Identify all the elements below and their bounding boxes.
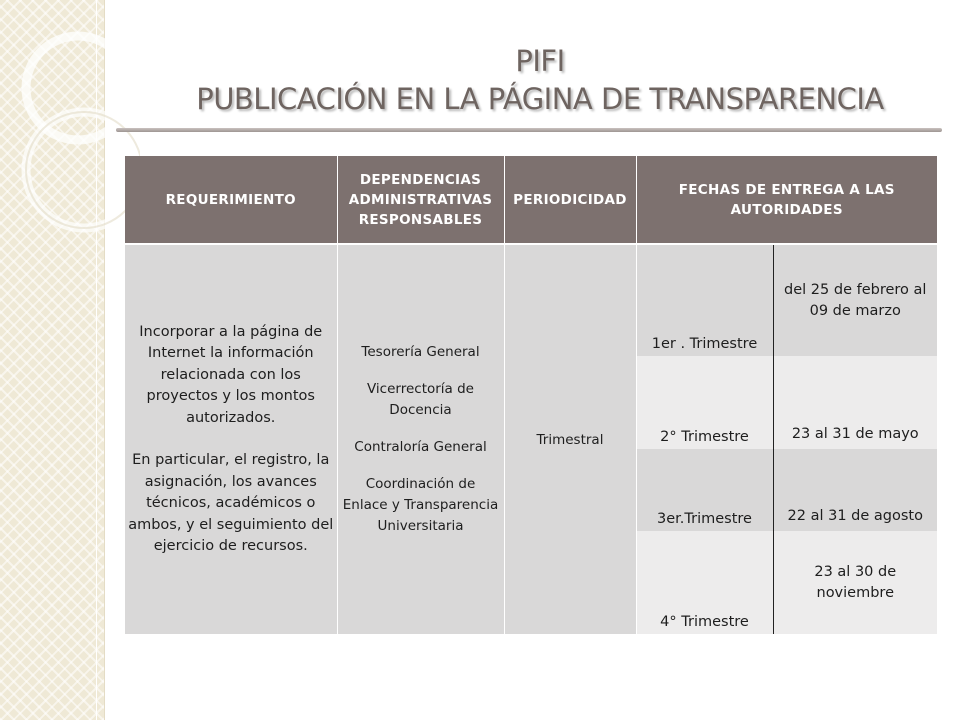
- fecha-cell: 23 al 30 de noviembre: [773, 531, 937, 634]
- header-requerimiento: REQUERIMIENTO: [125, 156, 337, 244]
- requerimiento-paragraph-1: Incorporar a la página de Internet la información relacionada con los proyectos y los montos autorizados.: [139, 323, 323, 426]
- table-header-row: [125, 156, 937, 244]
- title-line-1: PIFI: [515, 44, 565, 78]
- dependencia-item: Contraloría General: [354, 439, 487, 455]
- dependencia-item: Tesorería General: [361, 344, 480, 360]
- paragraph-gap: [342, 363, 500, 379]
- dependencia-item: Coordinación de Enlace y Transparencia Universitaria: [342, 476, 499, 534]
- header-periodicidad: PERIODICIDAD: [504, 156, 636, 244]
- requerimiento-cell: [125, 244, 337, 634]
- fecha-cell: 22 al 31 de agosto: [773, 449, 937, 531]
- title-underline: [116, 128, 942, 132]
- periodicidad-cell: Trimestral: [504, 244, 636, 634]
- fecha-cell: 23 al 31 de mayo: [773, 356, 937, 449]
- requerimiento-paragraph-2: En particular, el registro, la asignación, los avances técnicos, académicos o ambos, y el seguimiento del ejercicio de recursos.: [128, 452, 334, 554]
- trimestre-cell: 1er . Trimestre: [636, 244, 773, 356]
- fecha-cell: del 25 de febrero al 09 de marzo: [773, 244, 937, 356]
- trimestre-cell: 3er.Trimestre: [636, 449, 773, 531]
- trimestre-cell: 4° Trimestre: [636, 531, 773, 634]
- paragraph-gap: [342, 458, 500, 474]
- title-line-2: PUBLICACIÓN EN LA PÁGINA DE TRANSPARENCIA: [196, 82, 884, 116]
- requirements-table: [125, 156, 937, 634]
- dependencia-item: Vicerrectoría de Docencia: [366, 381, 474, 418]
- dependencias-cell: [337, 244, 504, 634]
- slide-title: [110, 42, 960, 118]
- header-dependencias: DEPENDENCIAS ADMINISTRATIVAS RESPONSABLES: [337, 156, 504, 244]
- trimestre-cell: 2° Trimestre: [636, 356, 773, 449]
- table-row: [125, 244, 937, 356]
- header-fechas: FECHAS DE ENTREGA A LAS AUTORIDADES: [636, 156, 937, 244]
- paragraph-gap: [342, 421, 500, 437]
- paragraph-gap: [127, 429, 335, 450]
